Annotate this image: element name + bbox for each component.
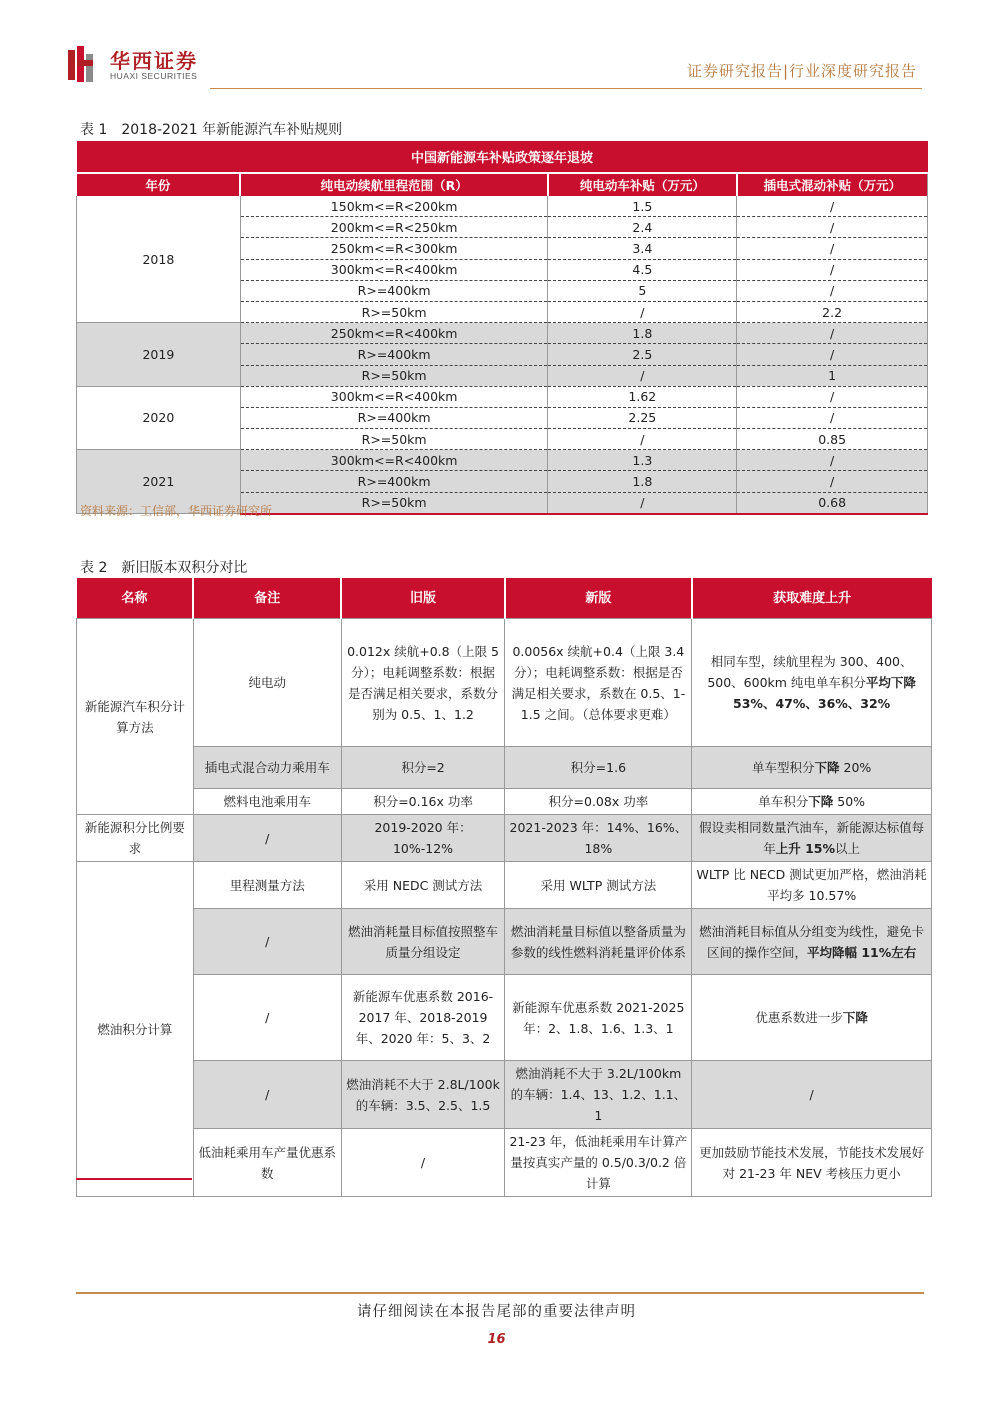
table2-old-cell: 积分=2 xyxy=(341,747,505,789)
table1-range-cell: 300km<=R<400km xyxy=(240,450,548,471)
table2-note-cell: 低油耗乘用车产量优惠系数 xyxy=(193,1129,341,1197)
table2-note-cell: 里程测量方法 xyxy=(193,862,341,909)
table1-bev-subsidy-cell: 3.4 xyxy=(548,238,737,259)
diff-text: 20% xyxy=(839,760,872,775)
table2-old-cell: 积分=0.16x 功率 xyxy=(341,789,505,815)
legal-disclaimer: 请仔细阅读在本报告尾部的重要法律声明 xyxy=(357,1304,636,1320)
table2-title: 新旧版本双积分对比 xyxy=(121,560,248,576)
table1-bev-subsidy-cell: 1.3 xyxy=(548,450,737,471)
table1-bev-subsidy-cell: 1.62 xyxy=(548,386,737,407)
table2-header-cell: 获取难度上升 xyxy=(692,578,932,619)
table1-phev-subsidy-cell: 1 xyxy=(737,365,928,386)
table2-new-cell: 新能源车优惠系数 2021-2025 年：2、1.8、1.6、1.3、1 xyxy=(505,975,692,1061)
table1-row xyxy=(77,386,928,407)
table1-phev-subsidy-cell: 0.68 xyxy=(737,492,928,514)
table1-phev-subsidy-cell: 2.2 xyxy=(737,301,928,322)
table1-bev-subsidy-cell: 2.25 xyxy=(548,407,737,428)
table2-note-cell: 燃料电池乘用车 xyxy=(193,789,341,815)
table1-range-cell: R>=400km xyxy=(240,471,548,492)
footer-divider xyxy=(76,1292,924,1294)
diff-highlight: 下降 xyxy=(842,1010,868,1025)
table1-row xyxy=(77,323,928,344)
table1-bev-subsidy-cell: / xyxy=(548,429,737,450)
page-header xyxy=(0,0,993,96)
table1-range-cell: 300km<=R<400km xyxy=(240,259,548,280)
table1-header-cell: 纯电动车补贴（万元） xyxy=(548,173,737,196)
table2-new-cell: 0.0056x 续航+0.4（上限 3.4 分）；电耗调整系数：根据是否满足相关要求，系数在 0.5、1-1.5 之间。（总体要求更难） xyxy=(505,619,692,747)
table1-range-cell: 200km<=R<250km xyxy=(240,217,548,238)
table1-source: 资料来源：工信部，华西证券研究所 xyxy=(80,504,273,518)
table2-diff-cell xyxy=(692,815,932,862)
table1-phev-subsidy-cell: / xyxy=(737,386,928,407)
table1-banner: 中国新能源车补贴政策逐年退坡 xyxy=(77,141,928,173)
table1-phev-subsidy-cell: 0.85 xyxy=(737,429,928,450)
table1-range-cell: R>=50km xyxy=(240,301,548,322)
table1-bev-subsidy-cell: 1.8 xyxy=(548,471,737,492)
table2-new-cell: 积分=0.08x 功率 xyxy=(505,789,692,815)
table1-range-cell: 250km<=R<300km xyxy=(240,238,548,259)
table1-phev-subsidy-cell: / xyxy=(737,450,928,471)
table2-diff-cell xyxy=(692,789,932,815)
table2-new-cell: 2021-2023 年：14%、16%、18% xyxy=(505,815,692,862)
dual-credit-table xyxy=(76,578,932,1197)
table1-bev-subsidy-cell: 2.5 xyxy=(548,344,737,365)
table2-old-cell: 新能源车优惠系数 2016-2017 年、2018-2019 年、2020 年：5、3、2 xyxy=(341,975,505,1061)
diff-text: 50% xyxy=(833,794,866,809)
table2-new-cell: 积分=1.6 xyxy=(505,747,692,789)
table2-new-cell: 21-23 年，低油耗乘用车计算产量按真实产量的 0.5/0.3/0.2 倍计算 xyxy=(505,1129,692,1197)
table1-title: 2018-2021 年新能源汽车补贴规则 xyxy=(121,122,343,138)
table2-header-cell: 新版 xyxy=(505,578,692,619)
table2-old-cell: 0.012x 续航+0.8（上限 5 分）；电耗调整系数：根据是否满足相关要求，系数分别为 0.5、1、1.2 xyxy=(341,619,505,747)
table1-label: 表 1 xyxy=(80,122,108,138)
diff-text: 燃油消耗目标值从分组变为线性，避免卡区间的操作空间， xyxy=(699,923,925,960)
table1-range-cell: R>=50km xyxy=(240,492,548,514)
table2-header-cell: 名称 xyxy=(77,578,194,619)
table2-note-cell: / xyxy=(193,975,341,1061)
diff-highlight: 上升 15% xyxy=(775,841,836,856)
header-divider xyxy=(210,88,922,89)
table2-old-cell: 燃油消耗不大于 2.8L/100k 的车辆：3.5、2.5、1.5 xyxy=(341,1061,505,1129)
table1-bev-subsidy-cell: 2.4 xyxy=(548,217,737,238)
table1-phev-subsidy-cell: / xyxy=(737,238,928,259)
table2-diff-cell xyxy=(692,747,932,789)
table2-old-cell: 燃油消耗量目标值按照整车质量分组设定 xyxy=(341,909,505,975)
table1-bev-subsidy-cell: / xyxy=(548,301,737,322)
table2-diff-cell: / xyxy=(692,1061,932,1129)
brand-name-en: HUAXI SECURITIES xyxy=(110,71,198,81)
table1-range-cell: 150km<=R<200km xyxy=(240,196,548,217)
page-number: 16 xyxy=(487,1332,506,1347)
diff-text: 单车积分 xyxy=(758,794,809,809)
table1-row xyxy=(77,450,928,471)
table2-note-cell: / xyxy=(193,815,341,862)
diff-highlight: 下降 xyxy=(814,760,840,775)
table2-caption xyxy=(80,557,261,577)
table1-range-cell: R>=400km xyxy=(240,407,548,428)
table2-diff-cell xyxy=(692,975,932,1061)
table1-phev-subsidy-cell: / xyxy=(737,344,928,365)
brand-name-cn: 华西证券 xyxy=(110,49,198,73)
table1-row xyxy=(77,196,928,217)
table2-new-cell: 燃油消耗量目标值以整备质量为参数的线性燃料消耗量评价体系 xyxy=(505,909,692,975)
table2-label: 表 2 xyxy=(80,560,108,576)
table1-bev-subsidy-cell: / xyxy=(548,492,737,514)
table1-phev-subsidy-cell: / xyxy=(737,217,928,238)
table2-name-cell: 新能源积分比例要求 xyxy=(77,815,194,862)
table1-phev-subsidy-cell: / xyxy=(737,471,928,492)
table2-diff-cell xyxy=(692,619,932,747)
diff-highlight: 下降 xyxy=(808,794,834,809)
table2-diff-cell: 更加鼓励节能技术发展，节能技术发展好对 21-23 年 NEV 考核压力更小 xyxy=(692,1129,932,1197)
table1-bev-subsidy-cell: 4.5 xyxy=(548,259,737,280)
diff-highlight: 平均下降 53%、47%、36%、32% xyxy=(733,675,916,711)
table1-bev-subsidy-cell: / xyxy=(548,365,737,386)
table2-new-cell: 燃油消耗不大于 3.2L/100km 的车辆：1.4、13、1.2、1.1、1 xyxy=(505,1061,692,1129)
table2-header-cell: 旧版 xyxy=(341,578,505,619)
table1-range-cell: 300km<=R<400km xyxy=(240,386,548,407)
table1-bev-subsidy-cell: 1.8 xyxy=(548,323,737,344)
table1-range-cell: R>=50km xyxy=(240,365,548,386)
table1-header-cell: 插电式混动补贴（万元） xyxy=(737,173,928,196)
table2-old-cell: / xyxy=(341,1129,505,1197)
table2-note-cell: 插电式混合动力乘用车 xyxy=(193,747,341,789)
table2-note-cell: 纯电动 xyxy=(193,619,341,747)
table1-range-cell: R>=400km xyxy=(240,280,548,301)
table1-caption xyxy=(80,119,356,139)
table1-year-cell: 2020 xyxy=(77,386,241,450)
huaxi-logo-icon xyxy=(68,46,102,82)
table2-diff-cell xyxy=(692,909,932,975)
table2-bottom-rule xyxy=(76,1178,192,1180)
table1-header-cell: 纯电动续航里程范围（R） xyxy=(240,173,548,196)
table1-year-cell: 2021 xyxy=(77,450,241,514)
table1-year-cell: 2019 xyxy=(77,323,241,387)
table2-old-cell: 采用 NEDC 测试方法 xyxy=(341,862,505,909)
table1-range-cell: R>=50km xyxy=(240,429,548,450)
diff-text: 单车型积分 xyxy=(751,760,815,775)
table1-year-cell: 2018 xyxy=(77,196,241,323)
table1-bev-subsidy-cell: 5 xyxy=(548,280,737,301)
table1-range-cell: R>=400km xyxy=(240,344,548,365)
table2-old-cell: 2019-2020 年：10%-12% xyxy=(341,815,505,862)
report-type: 证券研究报告|行业深度研究报告 xyxy=(686,62,917,80)
table2-name-cell: 燃油积分计算 xyxy=(77,862,194,1197)
table1-phev-subsidy-cell: / xyxy=(737,407,928,428)
table2-note-cell: / xyxy=(193,1061,341,1129)
table1-phev-subsidy-cell: / xyxy=(737,323,928,344)
table1-header-cell: 年份 xyxy=(77,173,241,196)
table2-header-cell: 备注 xyxy=(193,578,341,619)
diff-text: 以上 xyxy=(835,841,861,856)
table2-diff-cell: WLTP 比 NECD 测试更加严格，燃油消耗平均多 10.57% xyxy=(692,862,932,909)
diff-text: 优惠系数进一步 xyxy=(755,1010,843,1025)
table2-new-cell: 采用 WLTP 测试方法 xyxy=(505,862,692,909)
diff-text: 相同车型，续航里程为 300、400、500、600km 纯电单车积分 xyxy=(707,654,913,690)
table2-note-cell: / xyxy=(193,909,341,975)
table1-phev-subsidy-cell: / xyxy=(737,259,928,280)
table1-range-cell: 250km<=R<400km xyxy=(240,323,548,344)
table1-phev-subsidy-cell: / xyxy=(737,280,928,301)
table1-bev-subsidy-cell: 1.5 xyxy=(548,196,737,217)
table1-phev-subsidy-cell: / xyxy=(737,196,928,217)
diff-highlight: 平均降幅 11%左右 xyxy=(807,944,917,960)
table2-name-cell: 新能源汽车积分计算方法 xyxy=(77,619,194,815)
diff-text: 假设卖相同数量汽油车，新能源达标值每年 xyxy=(699,820,925,856)
subsidy-table xyxy=(76,141,928,515)
